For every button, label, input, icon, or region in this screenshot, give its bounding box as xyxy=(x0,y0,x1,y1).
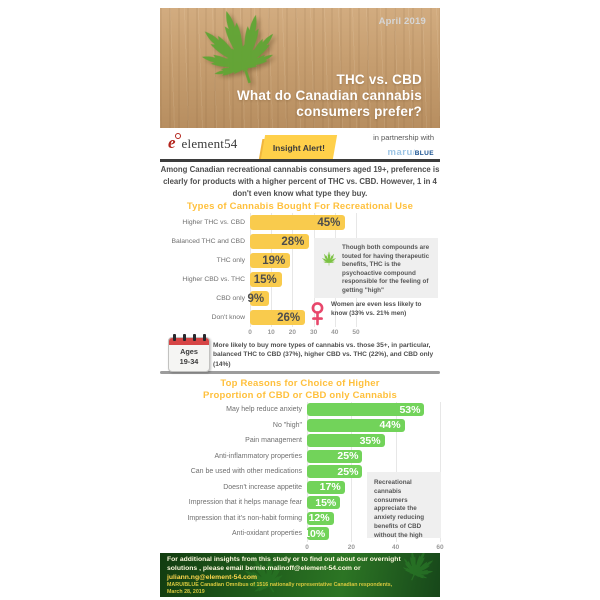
cbd-benefits-note-text: Recreational cannabis consumers appreciate the anxiety reducing benefits of CBD without the high xyxy=(374,479,425,539)
header-divider xyxy=(160,159,440,162)
bar xyxy=(250,253,290,268)
bar xyxy=(307,465,362,478)
chart1-title: Types of Cannabis Bought For Recreational Use xyxy=(186,201,414,212)
bar-value-label: 15% xyxy=(315,496,337,509)
ages-label-line2: 19-34 xyxy=(179,357,199,366)
infographic xyxy=(160,8,444,597)
footer-date: March 28, 2019 xyxy=(167,588,205,595)
bar-value-label: 44% xyxy=(379,419,401,432)
bar xyxy=(307,434,385,447)
bar-value-label: 26% xyxy=(277,311,301,324)
bar-category-label: No "high" xyxy=(272,421,302,429)
bar xyxy=(247,291,269,306)
bar-category-label: Pain management xyxy=(245,437,302,444)
ages-label xyxy=(169,347,209,367)
element54-logo-ring-icon xyxy=(175,133,181,139)
footer-line1: For additional insights from this study or to find out about our overnight xyxy=(167,556,401,563)
bar-category-label: Anti-oxidant properties xyxy=(231,530,302,537)
header-photo xyxy=(160,8,440,128)
bar-category-label: Higher CBD vs. THC xyxy=(182,276,245,283)
women-note xyxy=(310,300,442,318)
calendar-pegs xyxy=(169,334,209,341)
bar xyxy=(307,481,345,494)
footer xyxy=(160,553,440,597)
bar xyxy=(307,496,340,509)
bar xyxy=(307,450,362,463)
axis-tick-label: 40 xyxy=(331,329,339,336)
bar-category-label: Higher THC vs. CBD xyxy=(182,219,245,226)
chart2-title xyxy=(160,378,440,402)
bar xyxy=(307,512,334,525)
blue-logo-text: BLUE xyxy=(414,150,434,157)
cannabis-leaf-icon xyxy=(317,250,341,276)
women-note-text: Women are even less likely to know (33% vs. 21% men) xyxy=(331,301,422,317)
bar-value-label: 45% xyxy=(317,216,341,229)
thc-psychoactive-note-text: Though both compounds are touted for having therapeutic benefits, THC is the psychoactive compound responsible for the feeling of getting "high" xyxy=(342,244,430,294)
bar-value-label: 53% xyxy=(399,403,421,416)
axis-tick-label: 0 xyxy=(248,329,252,336)
page-title xyxy=(237,72,422,120)
ages-note-text: More likely to buy more types of cannabis vs. those 35+, in particular, balanced THC to CBD (37%), higher CBD vs. THC (22%), and CBD only (14%) xyxy=(213,342,434,368)
ages-label-line1: Ages xyxy=(180,347,198,356)
axis-tick-label: 40 xyxy=(392,543,400,551)
partnership-text: in partnership with xyxy=(373,133,434,142)
bar-value-label: 15% xyxy=(253,273,277,286)
element54-logo-text: element54 xyxy=(181,136,238,151)
bar-value-label: 25% xyxy=(337,450,359,463)
bar-category-label: Don't know xyxy=(211,314,245,321)
marublue-logo xyxy=(373,142,434,160)
brand-bar xyxy=(160,128,440,159)
element54-logo xyxy=(168,134,238,152)
bar-value-label: 25% xyxy=(337,465,359,478)
bar xyxy=(250,272,282,287)
bar xyxy=(250,234,309,249)
bar-category-label: CBD only xyxy=(216,295,245,302)
maru-logo-text: maru xyxy=(387,147,413,158)
thc-psychoactive-note xyxy=(314,238,438,298)
cbd-benefits-note xyxy=(367,472,441,538)
partnership-block xyxy=(373,133,434,160)
footer-email: juliann.ng@element-54.com xyxy=(167,573,258,581)
bar xyxy=(307,403,424,416)
intro-text: Among Canadian recreational cannabis consumers aged 19+, preference is clearly for products with a higher percent of THC vs. CBD. However, 1 in 4 don't even know what type they buy. xyxy=(160,165,440,198)
axis-tick-label: 30 xyxy=(309,329,318,336)
axis-tick-label: 50 xyxy=(352,329,360,336)
axis-tick-label: 20 xyxy=(288,329,296,336)
bar-value-label: 10% xyxy=(304,527,326,540)
axis-tick-label: 10 xyxy=(267,329,275,336)
calendar-icon xyxy=(168,337,210,372)
header-date: April 2019 xyxy=(378,16,426,27)
bar-value-label: 17% xyxy=(319,481,341,494)
bar xyxy=(307,419,405,432)
insight-alert-badge-label: Insight Alert! xyxy=(272,143,325,153)
bar-category-label: Doesn't increase appetite xyxy=(223,483,302,491)
bar xyxy=(304,527,329,540)
bar-category-label: THC only xyxy=(216,257,245,264)
bar-category-label: Balanced THC and CBD xyxy=(171,238,245,245)
bar-value-label: 35% xyxy=(359,434,381,447)
axis-tick-label: 20 xyxy=(347,543,355,551)
bar-value-label: 9% xyxy=(247,292,265,305)
axis-tick-label: 60 xyxy=(436,543,444,551)
calendar-band xyxy=(169,338,209,345)
bar-category-label: Anti-inflammatory properties xyxy=(214,452,302,460)
insight-alert-badge xyxy=(261,135,337,159)
female-icon xyxy=(310,302,325,326)
bar xyxy=(250,215,345,230)
bar-value-label: 28% xyxy=(281,235,305,248)
bar-value-label: 12% xyxy=(308,512,330,525)
chart2-title-line2: Proportion of CBD or CBD only Cannabis xyxy=(203,390,397,401)
page-title-line2: What do Canadian cannabis xyxy=(236,88,422,103)
axis-tick-label: 0 xyxy=(305,543,309,551)
bar-value-label: 19% xyxy=(262,254,286,267)
chart2-title-line1: Top Reasons for Choice of Higher xyxy=(220,378,380,389)
bar-category-label: May help reduce anxiety xyxy=(226,406,302,413)
page-title-line3: consumers prefer? xyxy=(296,104,422,119)
bar-category-label: Impression that it helps manage fear xyxy=(188,499,302,506)
bar-category-label: Impression that it's non-habit forming xyxy=(187,514,302,522)
page-title-line1: THC vs. CBD xyxy=(336,72,422,87)
marublue-separator: / xyxy=(412,150,415,157)
footer-text xyxy=(167,556,401,596)
footer-source: MARU/BLUE Canadian Omnibus of 1516 nationally representative Canadian respondents, xyxy=(167,582,393,589)
footer-line2: solutions , please email bernie.malinoff@element-54.com or xyxy=(167,564,361,572)
bar xyxy=(250,310,305,325)
element54-logo-mark-icon: e xyxy=(168,133,176,152)
bar-category-label: Can be used with other medications xyxy=(190,468,302,475)
